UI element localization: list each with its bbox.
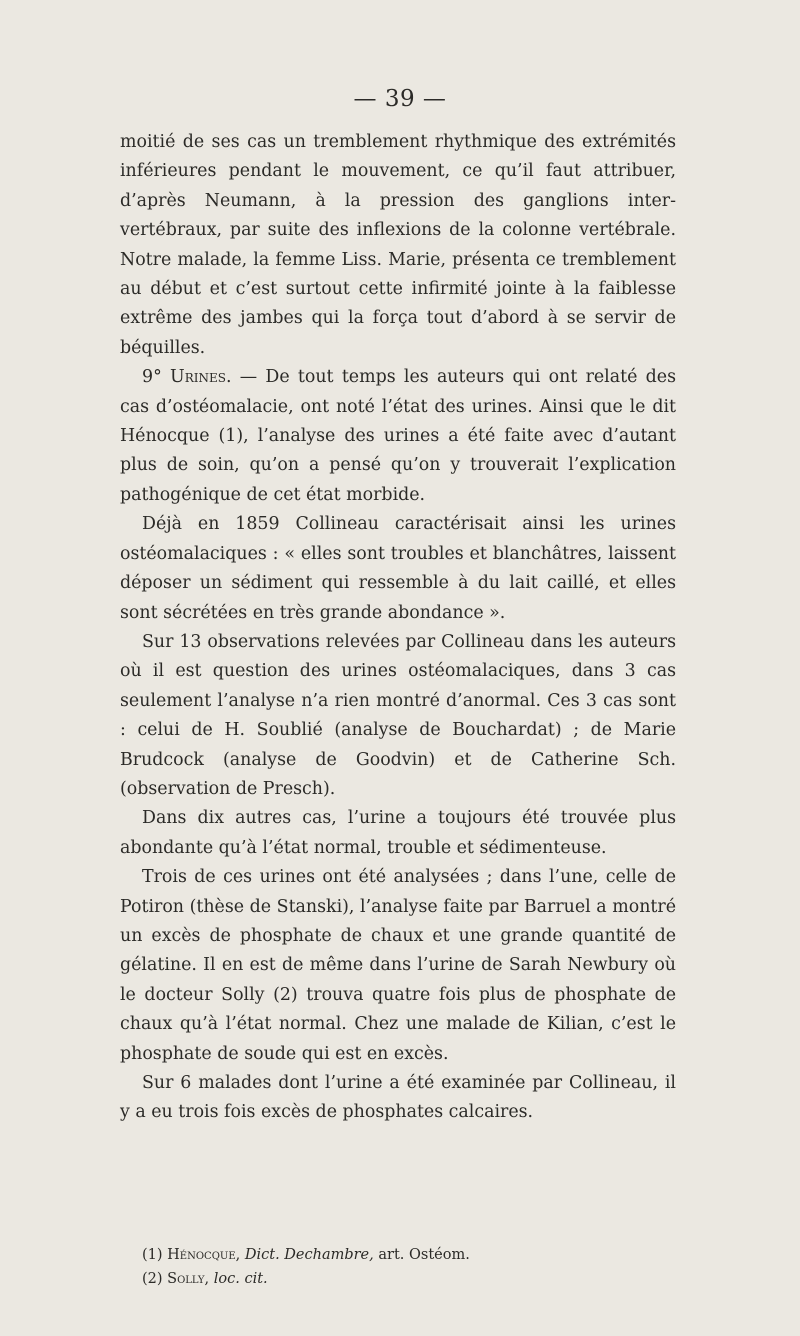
paragraph-3: Déjà en 1859 Collineau caractérisait ainsi les urines ostéomalaciques : « elles sont troubles et blanchâtres, laissent déposer un sédiment qui ressemble à du lait caillé, et elles sont sécrétées en très grande abondance ». — [120, 514, 676, 623]
body-text — [120, 128, 676, 1128]
page-number: — 39 — — [353, 86, 447, 112]
heading-dash: — — [231, 367, 266, 388]
footnote-author: Solly, — [167, 1271, 210, 1287]
footnote-rest: art. Ostéom. — [378, 1247, 470, 1263]
footnote-marker: (1) — [142, 1247, 163, 1263]
footnote-author: Hénocque, — [167, 1247, 241, 1263]
paragraph-4: Sur 13 observations relevées par Collineau dans les auteurs où il est question des urines ostéomalaciques, dans 3 cas seulement l’analyse n’a rien montré d’anormal. Ces 3 cas sont : celui de H. Soublié (analyse de Bouchardat) ; de Marie Brudcock (analyse de Goodvin) et de Catherine Sch. (observation de Presch). — [120, 631, 676, 799]
footnotes — [142, 1243, 682, 1291]
paragraph-2 — [120, 363, 676, 510]
footnote-title: Dict. Dechambre, — [244, 1247, 374, 1263]
paragraph-1: moitié de ses cas un tremblement rhythmique des extrémités inférieures pendant le mouvement, ce qu’il faut attribuer, d’après Neumann, à la pression des ganglions inter-vertébraux, par suite des inflexions de la colonne vertébrale. Notre malade, la femme Liss. Marie, présenta ce tremblement au début et c’est surtout cette infirmité jointe à la faiblesse extrême des jambes qui la força tout d’abord à se servir de béquilles. — [120, 132, 676, 358]
paragraph-7: Sur 6 malades dont l’urine a été examinée par Collineau, il y a eu trois fois excès de phosphates calcaires. — [120, 1073, 676, 1123]
footnote-marker: (2) — [142, 1271, 163, 1287]
paragraph-6: Trois de ces urines ont été analysées ; dans l’une, celle de Potiron (thèse de Stanski), l’analyse faite par Barruel a montré un excès de phosphate de chaux et une grande quantité de gélatine. Il en est de même dans l’urine de Sarah Newbury où le docteur Solly (2) trouva quatre fois plus de phosphate de chaux qu’à l’état normal. Chez une malade de Kilian, c’est le phosphate de soude qui est en excès. — [120, 867, 676, 1064]
footnote-1 — [142, 1243, 682, 1267]
paragraph-2-text: De tout temps les auteurs qui ont relaté des cas d’ostéomalacie, ont noté l’état des urines. Ainsi que le dit Hénocque (1), l’analyse des urines a été faite avec d’autant plus de soin, qu’on a pensé qu’on y trouverait l’explication pathogénique de cet état morbide. — [120, 367, 676, 505]
section-heading-urines: Urines. — [170, 367, 232, 388]
section-number: 9° — [142, 367, 162, 388]
footnote-2 — [142, 1267, 682, 1291]
paragraph-5: Dans dix autres cas, l’urine a toujours été trouvée plus abondante qu’à l’état normal, trouble et sédimenteuse. — [120, 808, 676, 858]
footnote-title: loc. cit. — [213, 1271, 268, 1287]
